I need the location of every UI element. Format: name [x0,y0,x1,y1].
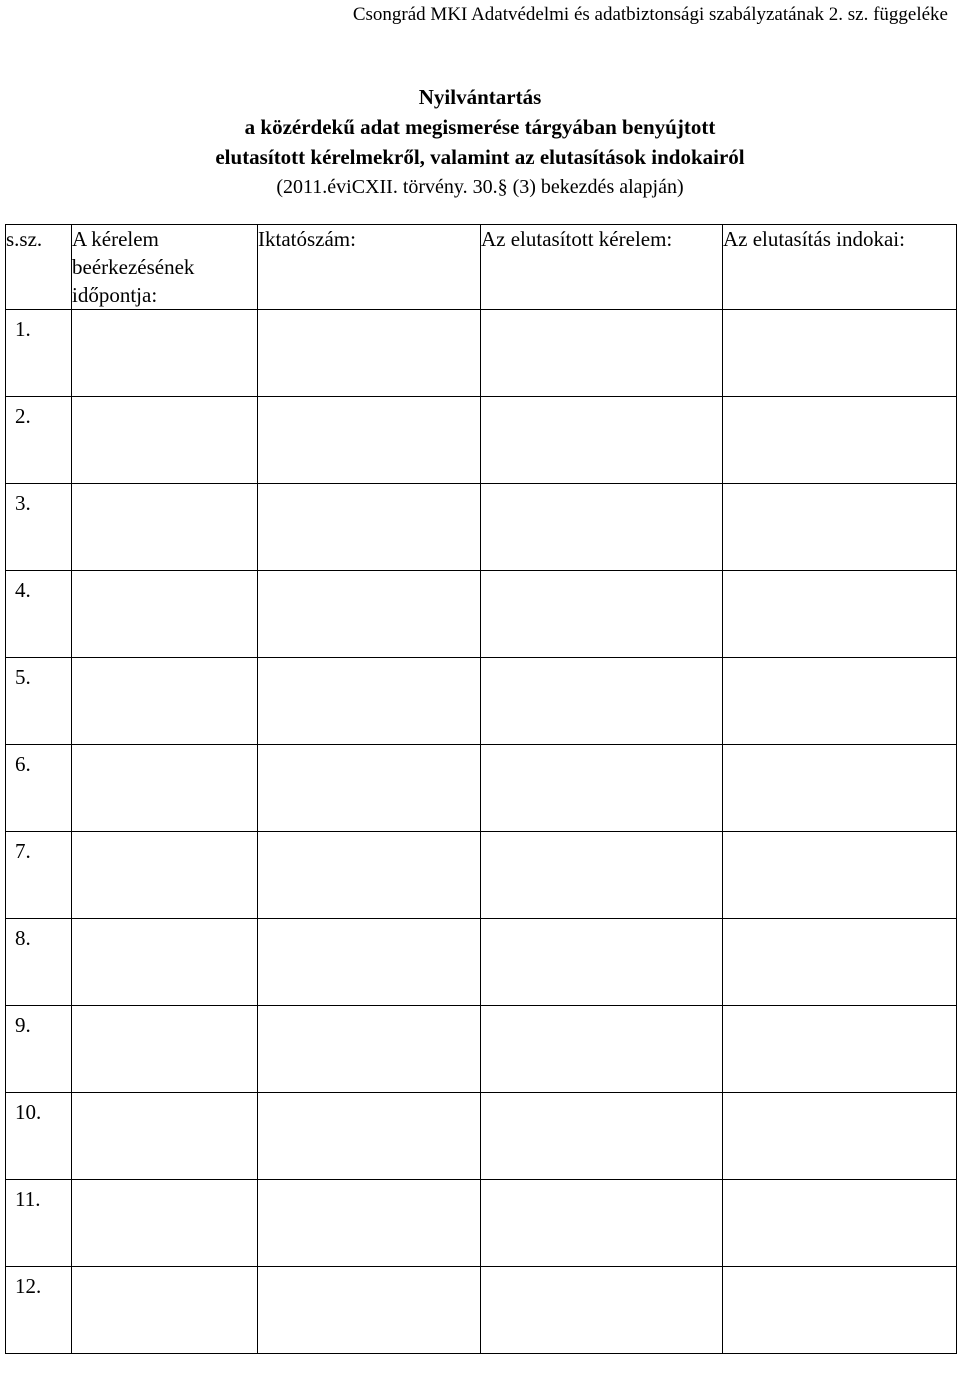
row-number-cell [6,658,72,745]
empty-cell[interactable] [72,745,258,832]
empty-cell[interactable] [723,310,957,397]
row-number-cell [6,1093,72,1180]
empty-cell[interactable] [258,919,481,1006]
row-number: 10. [15,1100,42,1124]
row-number-cell [6,1006,72,1093]
empty-cell[interactable] [723,658,957,745]
empty-cell[interactable] [72,919,258,1006]
empty-cell[interactable] [258,1267,481,1354]
row-number-cell [6,310,72,397]
table-row [6,397,957,484]
empty-cell[interactable] [481,571,723,658]
empty-cell[interactable] [723,484,957,571]
row-number-cell [6,571,72,658]
row-number: 4. [15,578,31,602]
row-number: 7. [15,839,31,863]
empty-cell[interactable] [481,745,723,832]
title-block [0,82,960,202]
empty-cell[interactable] [258,1006,481,1093]
empty-cell[interactable] [481,1006,723,1093]
row-number: 1. [15,317,31,341]
empty-cell[interactable] [723,832,957,919]
empty-cell[interactable] [258,1093,481,1180]
table-row [6,310,957,397]
table-row [6,658,957,745]
empty-cell[interactable] [72,310,258,397]
row-number: 5. [15,665,31,689]
table-row [6,1093,957,1180]
column-header-file-number: Iktatószám: [258,225,481,310]
table-row [6,1267,957,1354]
empty-cell[interactable] [723,571,957,658]
empty-cell[interactable] [481,484,723,571]
column-header-rejected-request: Az elutasított kérelem: [481,225,723,310]
row-number-cell [6,832,72,919]
empty-cell[interactable] [258,745,481,832]
empty-cell[interactable] [723,919,957,1006]
empty-cell[interactable] [258,658,481,745]
column-header-number: s.sz. [6,225,72,310]
title-line-2: a közérdekű adat megismerése tárgyában benyújtott [244,115,716,139]
empty-cell[interactable] [258,571,481,658]
table-row [6,571,957,658]
empty-cell[interactable] [481,1180,723,1267]
table-row [6,1180,957,1267]
empty-cell[interactable] [72,1180,258,1267]
empty-cell[interactable] [723,1006,957,1093]
empty-cell[interactable] [723,1267,957,1354]
row-number: 9. [15,1013,31,1037]
column-header-received-date: A kérelem beérkezésének időpontja: [72,225,258,310]
empty-cell[interactable] [723,1093,957,1180]
table-header-row [6,225,957,310]
row-number-cell [6,1180,72,1267]
header-note: Csongrád MKI Adatvédelmi és adatbiztonsági szabályzatának 2. sz. függeléke [352,4,948,25]
empty-cell[interactable] [481,1093,723,1180]
empty-cell[interactable] [72,1267,258,1354]
empty-cell[interactable] [481,1267,723,1354]
table-row [6,1006,957,1093]
empty-cell[interactable] [72,484,258,571]
row-number-cell [6,397,72,484]
empty-cell[interactable] [723,397,957,484]
row-number: 3. [15,491,31,515]
empty-cell[interactable] [72,571,258,658]
empty-cell[interactable] [72,397,258,484]
empty-cell[interactable] [72,832,258,919]
row-number: 2. [15,404,31,428]
empty-cell[interactable] [481,919,723,1006]
table-row [6,919,957,1006]
table-row [6,832,957,919]
empty-cell[interactable] [258,484,481,571]
empty-cell[interactable] [481,658,723,745]
row-number: 8. [15,926,31,950]
row-number-cell [6,484,72,571]
empty-cell[interactable] [258,310,481,397]
empty-cell[interactable] [258,397,481,484]
empty-cell[interactable] [258,1180,481,1267]
row-number-cell [6,1267,72,1354]
empty-cell[interactable] [72,1093,258,1180]
title-line-4: (2011.éviCXII. törvény. 30.§ (3) bekezdés alapján) [276,176,684,198]
row-number: 11. [15,1187,41,1211]
empty-cell[interactable] [481,397,723,484]
empty-cell[interactable] [72,658,258,745]
row-number: 6. [15,752,31,776]
row-number-cell [6,745,72,832]
title-line-3: elutasított kérelmekről, valamint az elutasítások indokairól [215,145,745,169]
empty-cell[interactable] [258,832,481,919]
empty-cell[interactable] [481,310,723,397]
column-header-rejection-reasons: Az elutasítás indokai: [723,225,957,310]
empty-cell[interactable] [481,832,723,919]
empty-cell[interactable] [723,1180,957,1267]
table-row [6,745,957,832]
empty-cell[interactable] [72,1006,258,1093]
register-table [5,224,957,1354]
table-row [6,484,957,571]
empty-cell[interactable] [723,745,957,832]
row-number-cell [6,919,72,1006]
row-number: 12. [15,1274,42,1298]
title-line-1: Nyilvántartás [418,85,542,109]
